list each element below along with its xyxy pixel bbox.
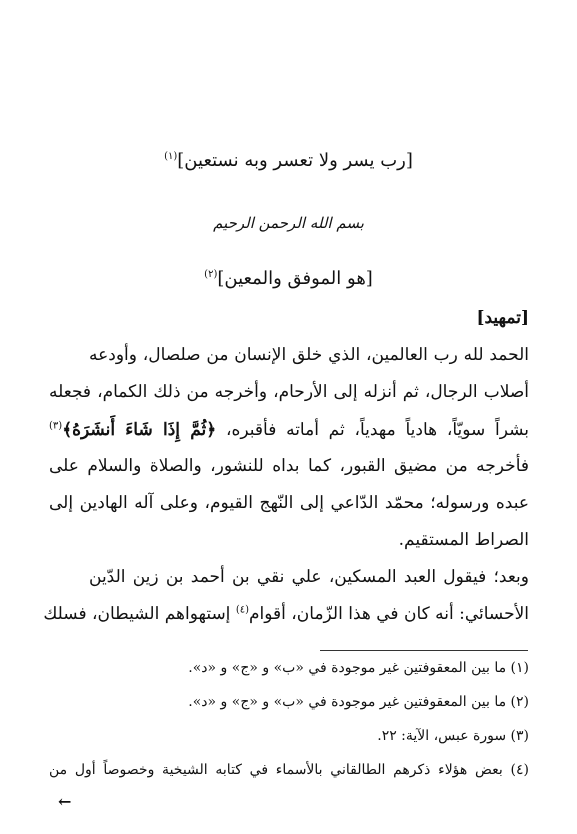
body-line-3-text: بشراً سويّاً، هادياً مهدياً، ثم أماته فأقبره، (226, 420, 529, 440)
body-line-2: أصلاب الرجال، ثم أنزله إلى الأرحام، وأخرجه من ذلك الكمام، فجعله (49, 382, 529, 402)
body-line-8 (43, 604, 529, 624)
subheader (0, 268, 577, 289)
footnote-ref-2: (٢) (204, 269, 218, 280)
body-line-3 (49, 419, 529, 440)
footnote-1: (١) ما بين المعقوفتين غير موجودة في «ب» و «ج» و «د». (188, 660, 529, 676)
continue-arrow-icon: ← (58, 792, 72, 811)
basmala-text: بسم الله الرحمن الرحيم (213, 214, 364, 232)
body-line-1: الحمد لله رب العالمين، الذي خلق الإنسان من صلصال، وأودعه (89, 345, 529, 365)
basmala (0, 214, 577, 232)
footnote-2: (٢) ما بين المعقوفتين غير موجودة في «ب» و «ج» و «د». (188, 694, 529, 710)
body-line-4: فأخرجه من مضيق القبور، كما بداه للنشور، والصلاة والسلام على (49, 456, 529, 476)
body-line-7: وبعد؛ فيقول العبد المسكين، علي نقي بن أحمد بن زين الدّين (89, 567, 529, 587)
body-line-6: الصراط المستقيم. (398, 530, 529, 550)
footnote-3: (٣) سورة عبس، الآية: ٢٢. (377, 728, 529, 744)
quran-verse: ﴿ثُمَّ إِذَا شَاءَ أَنشَرَهُ﴾ (62, 420, 217, 440)
footnote-ref-1: (١) (164, 151, 178, 162)
opening-invocation (0, 150, 577, 171)
body-line-8-rest: إستهواهم الشيطان، فسلك (43, 604, 231, 624)
footnote-ref-4: (٤) (235, 604, 250, 616)
body-line-8-text: الأحسائي: أنه كان في هذا الزّمان، أقوام (249, 604, 529, 624)
body-line-5: عبده ورسوله؛ محمّد الدّاعي إلى النّهج القيوم، وعلى آله الهادين إلى (49, 493, 529, 513)
footnote-divider (320, 650, 528, 651)
footnote-4: (٤) بعض هؤلاء ذكرهم الطالقاني بالأسماء في كتابه الشيخية وخصوصاً أول من (49, 762, 529, 778)
footnote-ref-3: (٣) (49, 420, 63, 432)
invocation-text: [رب يسر ولا تعسر وبه نستعين] (177, 150, 413, 171)
subheader-text: [هو الموفق والمعين] (217, 268, 373, 289)
section-title: [تمهيد] (476, 308, 529, 328)
